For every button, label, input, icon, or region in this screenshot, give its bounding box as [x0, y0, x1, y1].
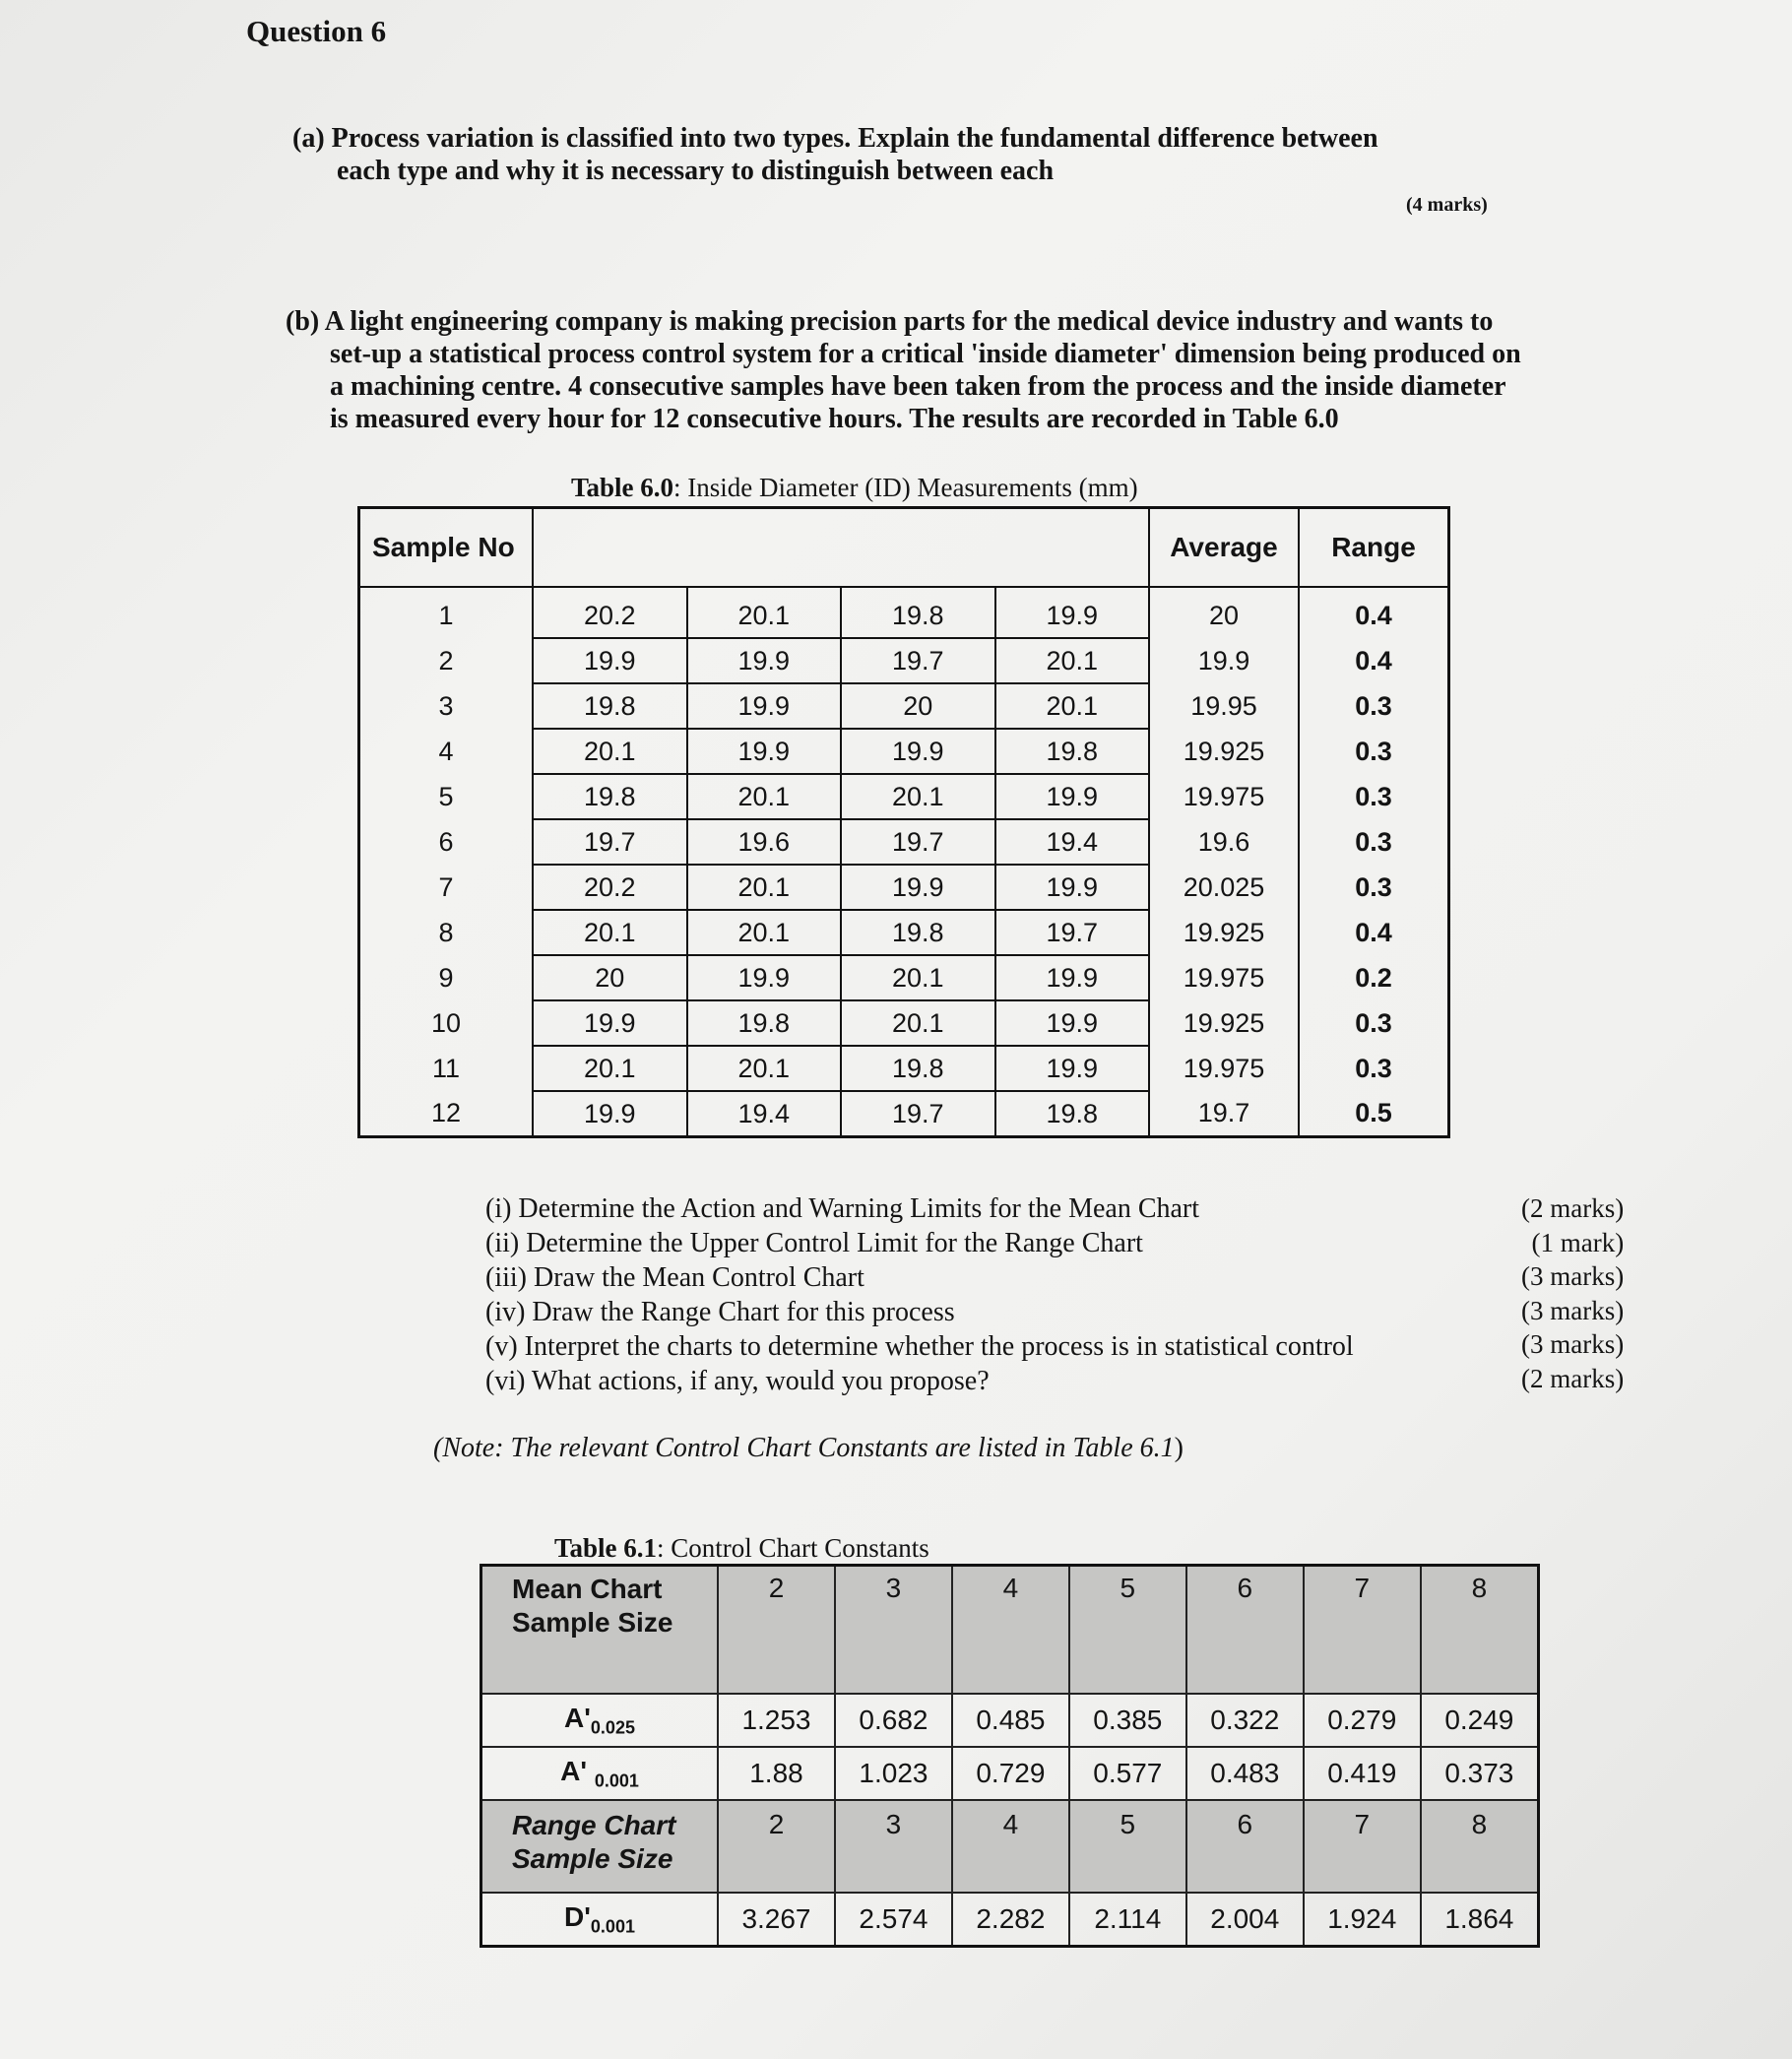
- measurement-cell: 20.2: [533, 865, 687, 910]
- measurement-cell: 19.7: [841, 1091, 995, 1137]
- range-cell: 0.3: [1299, 1046, 1449, 1091]
- note-body: (Note: The relevant Control Chart Constants are listed in Table 6.1: [433, 1433, 1175, 1463]
- question-item: (ii) Determine the Upper Control Limit for the Range Chart: [485, 1228, 1143, 1258]
- measurement-cell: 19.9: [995, 1046, 1150, 1091]
- d-prime-0001-label: [481, 1893, 719, 1947]
- measurement-cell: 19.9: [533, 1091, 687, 1137]
- constant-cell: 1.924: [1304, 1893, 1421, 1947]
- average-cell: 19.925: [1149, 910, 1299, 955]
- table-row: [359, 638, 1449, 683]
- sample-no-header: Sample No: [359, 508, 534, 588]
- sample-size-cell: 2: [718, 1566, 835, 1695]
- measurement-cell: 19.8: [533, 683, 687, 729]
- average-cell: 20: [1149, 587, 1299, 638]
- a-prime-0025-label: [481, 1694, 719, 1747]
- measurement-cell: 19.8: [841, 1046, 995, 1091]
- sample-size-cell: 7: [1304, 1800, 1421, 1893]
- question-item: (v) Interpret the charts to determine whether the process is in statistical control: [485, 1331, 1354, 1362]
- part-b-line: a machining centre. 4 consecutive samples have been taken from the process and the inside diameter: [330, 371, 1506, 402]
- table-header-row: [359, 508, 1449, 588]
- sample-no-cell: 2: [359, 638, 534, 683]
- a-prime-0001-row: [481, 1747, 1539, 1800]
- range-cell: 0.3: [1299, 865, 1449, 910]
- range-cell: 0.3: [1299, 1000, 1449, 1046]
- constant-cell: 2.282: [952, 1893, 1069, 1947]
- measurement-cell: 20.2: [533, 587, 687, 638]
- part-b-line: (b) A light engineering company is making precision parts for the medical device industry and wants to: [286, 306, 1494, 337]
- average-cell: 19.7: [1149, 1091, 1299, 1137]
- constant-cell: 2.114: [1069, 1893, 1186, 1947]
- table-row: [359, 1046, 1449, 1091]
- table61-caption-label: Table 6.1: [554, 1533, 658, 1563]
- sample-size-cell: 4: [952, 1566, 1069, 1695]
- range-cell: 0.4: [1299, 910, 1449, 955]
- sample-size-cell: 5: [1069, 1800, 1186, 1893]
- constant-cell: 2.574: [835, 1893, 952, 1947]
- part-b-line: set-up a statistical process control system for a critical 'inside diameter' dimension being produced on: [330, 339, 1521, 369]
- constant-cell: 0.373: [1421, 1747, 1539, 1800]
- measurement-cell: 20.1: [687, 587, 842, 638]
- measurements-body: [359, 587, 1449, 1137]
- measurement-cell: 19.7: [533, 819, 687, 865]
- range-chart-sample-size-header: Range Chart Sample Size: [481, 1800, 719, 1893]
- constant-cell: 2.004: [1186, 1893, 1304, 1947]
- sample-no-cell: 10: [359, 1000, 534, 1046]
- a-prime-0001-label: [481, 1747, 719, 1800]
- range-cell: 0.3: [1299, 774, 1449, 819]
- constant-cell: 0.322: [1186, 1694, 1304, 1747]
- range-cell: 0.3: [1299, 683, 1449, 729]
- sample-no-cell: 5: [359, 774, 534, 819]
- constant-cell: 0.682: [835, 1694, 952, 1747]
- question-item: (vi) What actions, if any, would you propose?: [485, 1366, 990, 1396]
- measurement-cell: 20.1: [841, 955, 995, 1000]
- constant-cell: 0.483: [1186, 1747, 1304, 1800]
- sample-size-cell: 5: [1069, 1566, 1186, 1695]
- measurement-cell: 19.9: [995, 865, 1150, 910]
- sample-size-cell: 4: [952, 1800, 1069, 1893]
- table-row: [359, 683, 1449, 729]
- table-row: [359, 910, 1449, 955]
- constant-symbol: A': [564, 1702, 591, 1733]
- measurement-cell: 20.1: [995, 638, 1150, 683]
- table60-caption: [571, 473, 1138, 503]
- constant-cell: 0.485: [952, 1694, 1069, 1747]
- range-cell: 0.3: [1299, 729, 1449, 774]
- sample-no-cell: 12: [359, 1091, 534, 1137]
- question-marks: (2 marks): [1521, 1363, 1625, 1393]
- constants-table: [480, 1564, 1540, 1948]
- part-a-line: each type and why it is necessary to distinguish between each: [337, 156, 1055, 186]
- question-marks: (2 marks): [1521, 1193, 1625, 1223]
- measurement-cell: 19.4: [995, 819, 1150, 865]
- measurement-cell: 19.8: [995, 1091, 1150, 1137]
- range-cell: 0.3: [1299, 819, 1449, 865]
- measurement-cell: 20.1: [687, 1046, 842, 1091]
- question-marks: (1 mark): [1531, 1227, 1625, 1257]
- table60-caption-title: : Inside Diameter (ID) Measurements (mm): [673, 473, 1138, 502]
- sample-no-cell: 1: [359, 587, 534, 638]
- measurement-cell: 19.7: [841, 638, 995, 683]
- measurement-cell: 20: [533, 955, 687, 1000]
- average-header: Average: [1149, 508, 1299, 588]
- sample-size-cell: 8: [1421, 1800, 1539, 1893]
- table-row: [359, 1000, 1449, 1046]
- constant-subscript: 0.001: [594, 1770, 639, 1791]
- table-row: [359, 865, 1449, 910]
- measurement-cell: 20: [841, 683, 995, 729]
- table-row: [359, 774, 1449, 819]
- question-marks: (3 marks): [1521, 1329, 1625, 1359]
- part-a-text: [292, 122, 1378, 187]
- average-cell: 19.975: [1149, 955, 1299, 1000]
- constant-cell: 0.729: [952, 1747, 1069, 1800]
- measurement-cell: 19.8: [841, 587, 995, 638]
- range-cell: 0.4: [1299, 638, 1449, 683]
- a-prime-0025-row: [481, 1694, 1539, 1747]
- measurement-cell: 19.8: [687, 1000, 842, 1046]
- measurement-cell: 20.1: [687, 910, 842, 955]
- measurement-cell: 19.8: [533, 774, 687, 819]
- range-cell: 0.2: [1299, 955, 1449, 1000]
- measurement-cell: 19.9: [841, 729, 995, 774]
- constant-cell: 0.249: [1421, 1694, 1539, 1747]
- note-close: ): [1174, 1433, 1184, 1463]
- table-row: [359, 587, 1449, 638]
- sample-size-cell: 7: [1304, 1566, 1421, 1695]
- measurement-cell: 20.1: [841, 774, 995, 819]
- constant-cell: 0.385: [1069, 1694, 1186, 1747]
- sample-no-cell: 8: [359, 910, 534, 955]
- sample-size-cell: 8: [1421, 1566, 1539, 1695]
- question-heading: Question 6: [246, 14, 387, 48]
- constant-cell: 1.023: [835, 1747, 952, 1800]
- table61-caption: [554, 1533, 929, 1564]
- note-text: [433, 1433, 1184, 1464]
- constant-symbol: A': [560, 1755, 595, 1786]
- table-row: [359, 955, 1449, 1000]
- measurement-cell: 19.9: [687, 638, 842, 683]
- measurement-cell: 20.1: [533, 910, 687, 955]
- question-item: (iv) Draw the Range Chart for this process: [485, 1297, 955, 1327]
- average-cell: 19.975: [1149, 1046, 1299, 1091]
- table60-caption-label: Table 6.0: [571, 473, 674, 502]
- constant-cell: 3.267: [718, 1893, 835, 1947]
- average-cell: 20.025: [1149, 865, 1299, 910]
- measurement-cell: 19.9: [995, 587, 1150, 638]
- average-cell: 19.9: [1149, 638, 1299, 683]
- range-cell: 0.4: [1299, 587, 1449, 638]
- sample-no-cell: 7: [359, 865, 534, 910]
- part-a-marks: (4 marks): [1406, 194, 1488, 216]
- question-list: [485, 1191, 1354, 1398]
- measurement-cell: 19.9: [995, 1000, 1150, 1046]
- measurements-table: [357, 506, 1450, 1138]
- measurement-cell: 20.1: [687, 774, 842, 819]
- part-a-line: (a) Process variation is classified into two types. Explain the fundamental difference between: [292, 123, 1378, 154]
- range-cell: 0.5: [1299, 1091, 1449, 1137]
- constant-cell: 1.88: [718, 1747, 835, 1800]
- constant-subscript: 0.001: [590, 1916, 635, 1937]
- table-row: [359, 819, 1449, 865]
- constant-cell: 0.279: [1304, 1694, 1421, 1747]
- measurement-cell: 20.1: [533, 1046, 687, 1091]
- sample-no-cell: 6: [359, 819, 534, 865]
- measurement-cell: 19.9: [995, 955, 1150, 1000]
- mean-sample-size-row: [481, 1566, 1539, 1695]
- question-item: (i) Determine the Action and Warning Limits for the Mean Chart: [485, 1193, 1200, 1224]
- part-b-text: [286, 305, 1521, 435]
- average-cell: 19.925: [1149, 1000, 1299, 1046]
- table-row: [359, 1091, 1449, 1137]
- question-marks: (3 marks): [1521, 1261, 1625, 1291]
- sample-no-cell: 9: [359, 955, 534, 1000]
- constant-cell: 0.419: [1304, 1747, 1421, 1800]
- mean-chart-sample-size-header: Mean Chart Sample Size: [481, 1566, 719, 1695]
- sample-no-cell: 3: [359, 683, 534, 729]
- range-header: Range: [1299, 508, 1449, 588]
- measurement-cell: 19.9: [995, 774, 1150, 819]
- measurement-cell: 19.9: [687, 955, 842, 1000]
- constant-cell: 0.577: [1069, 1747, 1186, 1800]
- measurement-cell: 19.7: [841, 819, 995, 865]
- d-prime-0001-row: [481, 1893, 1539, 1947]
- average-cell: 19.95: [1149, 683, 1299, 729]
- table61-caption-title: : Control Chart Constants: [657, 1533, 929, 1563]
- measurement-cell: 19.9: [841, 865, 995, 910]
- measurement-cell: 19.8: [841, 910, 995, 955]
- sample-size-cell: 3: [835, 1566, 952, 1695]
- measurement-cell: 19.9: [533, 1000, 687, 1046]
- sample-size-cell: 2: [718, 1800, 835, 1893]
- table-row: [359, 729, 1449, 774]
- question-marks: (3 marks): [1521, 1295, 1625, 1325]
- measurement-cell: 20.1: [995, 683, 1150, 729]
- measurement-cell: 20.1: [687, 865, 842, 910]
- measurement-cell: 19.9: [533, 638, 687, 683]
- part-b-line: is measured every hour for 12 consecutive hours. The results are recorded in Table 6.0: [330, 404, 1339, 434]
- constant-subscript: 0.025: [590, 1717, 635, 1738]
- sample-size-cell: 6: [1186, 1566, 1304, 1695]
- sample-size-cell: 3: [835, 1800, 952, 1893]
- constant-cell: 1.864: [1421, 1893, 1539, 1947]
- sample-no-cell: 11: [359, 1046, 534, 1091]
- question-item: (iii) Draw the Mean Control Chart: [485, 1262, 864, 1293]
- measurement-cell: 19.7: [995, 910, 1150, 955]
- measurement-cell: 20.1: [841, 1000, 995, 1046]
- sample-no-cell: 4: [359, 729, 534, 774]
- measurement-cell: 19.9: [687, 683, 842, 729]
- measurement-cell: 19.4: [687, 1091, 842, 1137]
- range-sample-size-row: [481, 1800, 1539, 1893]
- question-marks-list: [1521, 1191, 1624, 1395]
- constant-symbol: D': [564, 1900, 591, 1932]
- measurement-cell: 19.9: [687, 729, 842, 774]
- measurements-header: [533, 508, 1149, 588]
- average-cell: 19.975: [1149, 774, 1299, 819]
- average-cell: 19.6: [1149, 819, 1299, 865]
- measurement-cell: 19.6: [687, 819, 842, 865]
- average-cell: 19.925: [1149, 729, 1299, 774]
- measurement-cell: 20.1: [533, 729, 687, 774]
- measurement-cell: 19.8: [995, 729, 1150, 774]
- constant-cell: 1.253: [718, 1694, 835, 1747]
- sample-size-cell: 6: [1186, 1800, 1304, 1893]
